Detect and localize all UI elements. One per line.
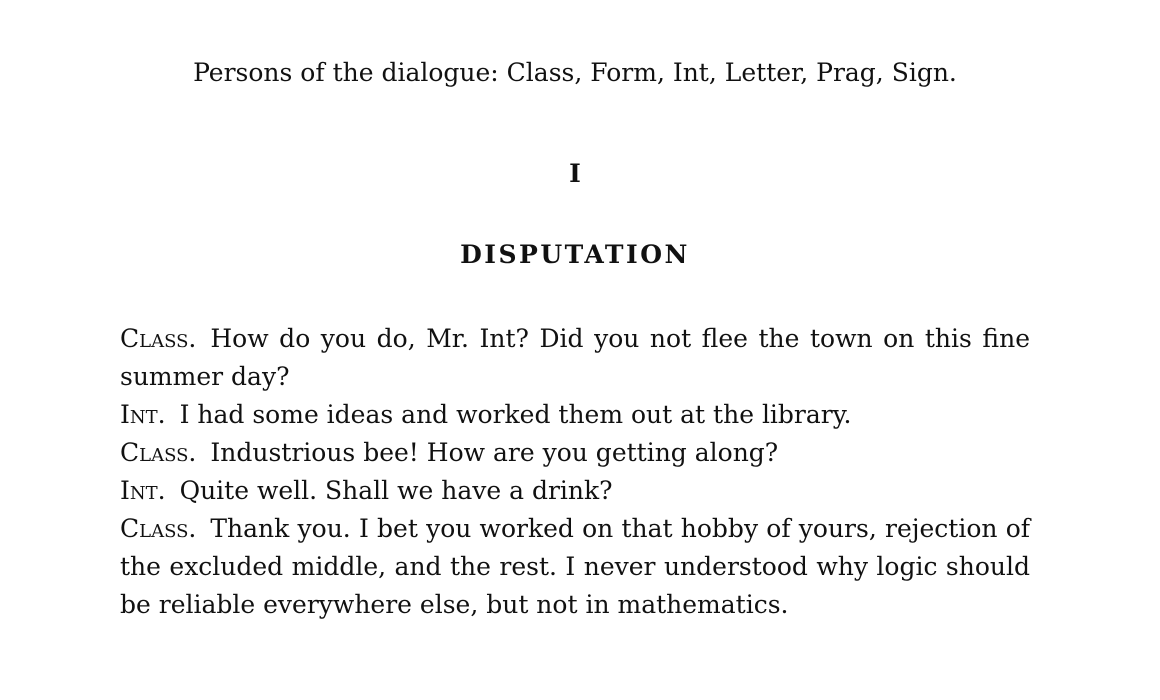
- dialogue-paragraph: [120, 510, 1030, 624]
- chapter-title: DISPUTATION: [460, 240, 690, 269]
- dialogue-paragraph: [120, 396, 1030, 434]
- speaker-name: Class.: [120, 324, 197, 353]
- speaker-name: Class.: [120, 514, 197, 543]
- speech-text: Quite well. Shall we have a drink?: [179, 476, 613, 505]
- dialogue-paragraph: [120, 472, 1030, 510]
- chapter-number: I: [569, 159, 581, 188]
- dialogue-paragraph: [120, 434, 1030, 472]
- speech-text: I had some ideas and worked them out at the library.: [179, 400, 852, 429]
- speech-text: How do you do, Mr. Int? Did you not flee the town on this fine summer day?: [120, 324, 1030, 391]
- dialogue-paragraph: [120, 320, 1030, 396]
- speaker-name: Int.: [120, 400, 166, 429]
- speech-text: Industrious bee! How are you getting along?: [210, 438, 779, 467]
- speech-text: Thank you. I bet you worked on that hobby of yours, rejection of the excluded middle, and the rest. I never understood why logic should be reliable everywhere else, but not in mathematics.: [120, 514, 1030, 619]
- speaker-name: Class.: [120, 438, 197, 467]
- persons-of-dialogue: Persons of the dialogue: Class, Form, Int, Letter, Prag, Sign.: [193, 58, 957, 87]
- speaker-name: Int.: [120, 476, 166, 505]
- dialogue-body: [120, 320, 1030, 624]
